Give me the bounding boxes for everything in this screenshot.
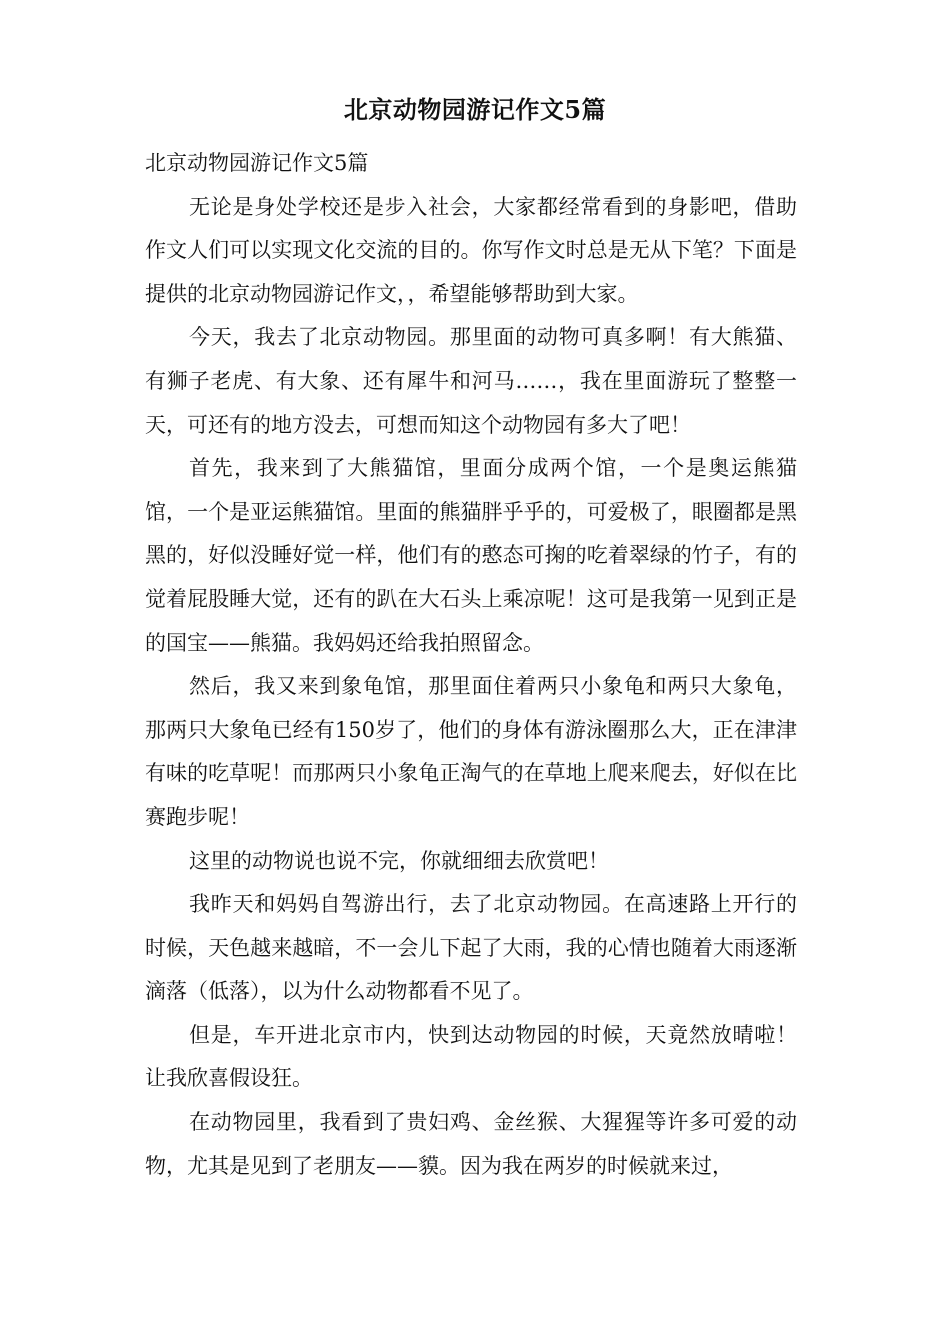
paragraph: 我昨天和妈妈自驾游出行，去了北京动物园。在高速路上开行的时候，天色越来越暗，不一会儿下起了大雨，我的心情也随着大雨逐渐滴落（低落），以为什么动物都看不见了。 [145,892,797,1004]
paragraph: 今天，我去了北京动物园。那里面的动物可真多啊！有大熊猫、有狮子老虎、有大象、还有犀牛和河马……，我在里面游玩了整整一天，可还有的地方没去，可想而知这个动物园有多大了吧！ [145,325,797,437]
paragraph: 但是，车开进北京市内，快到达动物园的时候，天竟然放晴啦！让我欣喜假设狂。 [145,1022,797,1091]
document-body [145,142,797,1188]
paragraph: 然后，我又来到象龟馆，那里面住着两只小象龟和两只大象龟， 那两只大象龟已经有150岁了，他们的身体有游泳圈那么大，正在津津有味的吃草呢！而那两只小象龟正淘气的在草地上爬来爬去，好似在比赛跑步呢！ [145,674,797,829]
paragraph: 无论是身处学校还是步入社会，大家都经常看到的身影吧，借助作文人们可以实现文化交流的目的。你写作文时总是无从下笔？下面是提供的北京动物园游记作文，，希望能够帮助到大家。 [145,194,797,306]
paragraph: 在动物园里，我看到了贵妇鸡、金丝猴、大猩猩等许多可爱的动物，尤其是见到了老朋友——貘。因为我在两岁的时候就来过， [145,1110,797,1178]
paragraph: 首先，我来到了大熊猫馆，里面分成两个馆，一个是奥运熊猫馆，一个是亚运熊猫馆。里面的熊猫胖乎乎的，可爱极了，眼圈都是黑黑的，好似没睡好觉一样，他们有的憨态可掬的吃着翠绿的竹子，有的觉着屁股睡大觉，还有的趴在大石头上乘凉呢！这可是我第一见到正是的国宝——熊猫。我妈妈还给我拍照留念。 [145,456,797,655]
document-subtitle: 北京动物园游记作文5篇 [145,151,369,175]
document-title: 北京动物园游记作文5篇 [343,95,607,124]
paragraph: 这里的动物说也说不完，你就细细去欣赏吧！ [189,848,609,873]
